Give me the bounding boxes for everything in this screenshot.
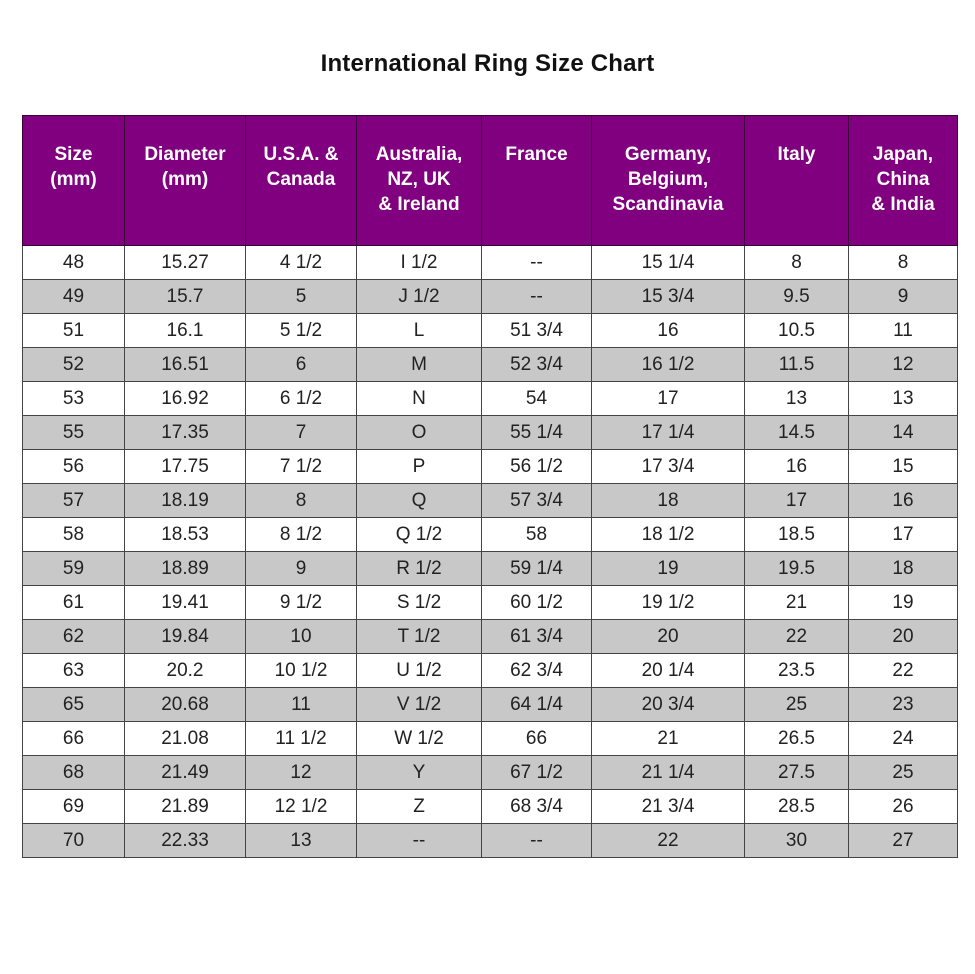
- cell-germany-belgium-scandinavia: 18: [592, 484, 745, 518]
- cell-france: --: [482, 246, 592, 280]
- cell-france: 52 3/4: [482, 348, 592, 382]
- header-diameter-mm: Diameter (mm): [125, 116, 246, 246]
- cell-diameter-mm: 16.92: [125, 382, 246, 416]
- cell-france: 60 1/2: [482, 586, 592, 620]
- cell-japan-china-india: 8: [849, 246, 958, 280]
- cell-australia-nz-uk-ireland: J 1/2: [357, 280, 482, 314]
- cell-germany-belgium-scandinavia: 16 1/2: [592, 348, 745, 382]
- table-row: [23, 348, 958, 382]
- cell-usa-canada: 7: [246, 416, 357, 450]
- cell-size-mm: 48: [23, 246, 125, 280]
- cell-germany-belgium-scandinavia: 19 1/2: [592, 586, 745, 620]
- cell-australia-nz-uk-ireland: L: [357, 314, 482, 348]
- cell-germany-belgium-scandinavia: 16: [592, 314, 745, 348]
- cell-size-mm: 62: [23, 620, 125, 654]
- cell-italy: 17: [745, 484, 849, 518]
- table-row: [23, 756, 958, 790]
- cell-diameter-mm: 18.53: [125, 518, 246, 552]
- cell-australia-nz-uk-ireland: N: [357, 382, 482, 416]
- cell-diameter-mm: 21.89: [125, 790, 246, 824]
- cell-france: --: [482, 824, 592, 858]
- header-australia-nz-uk-ireland: Australia, NZ, UK & Ireland: [357, 116, 482, 246]
- header-usa-canada: U.S.A. & Canada: [246, 116, 357, 246]
- table-row: [23, 484, 958, 518]
- chart-title: International Ring Size Chart: [320, 50, 655, 77]
- table-row: [23, 722, 958, 756]
- table-row: [23, 654, 958, 688]
- cell-australia-nz-uk-ireland: Z: [357, 790, 482, 824]
- cell-france: 54: [482, 382, 592, 416]
- cell-germany-belgium-scandinavia: 21: [592, 722, 745, 756]
- header-row: [23, 116, 958, 246]
- cell-usa-canada: 6: [246, 348, 357, 382]
- cell-germany-belgium-scandinavia: 22: [592, 824, 745, 858]
- cell-diameter-mm: 15.7: [125, 280, 246, 314]
- cell-japan-china-india: 14: [849, 416, 958, 450]
- table-row: [23, 620, 958, 654]
- table-row: [23, 416, 958, 450]
- cell-france: --: [482, 280, 592, 314]
- cell-france: 58: [482, 518, 592, 552]
- cell-australia-nz-uk-ireland: S 1/2: [357, 586, 482, 620]
- cell-italy: 30: [745, 824, 849, 858]
- cell-italy: 19.5: [745, 552, 849, 586]
- cell-japan-china-india: 18: [849, 552, 958, 586]
- cell-australia-nz-uk-ireland: R 1/2: [357, 552, 482, 586]
- cell-france: 61 3/4: [482, 620, 592, 654]
- cell-france: 64 1/4: [482, 688, 592, 722]
- cell-france: 51 3/4: [482, 314, 592, 348]
- cell-australia-nz-uk-ireland: Y: [357, 756, 482, 790]
- cell-italy: 28.5: [745, 790, 849, 824]
- table-row: [23, 518, 958, 552]
- cell-germany-belgium-scandinavia: 21 1/4: [592, 756, 745, 790]
- cell-germany-belgium-scandinavia: 17 1/4: [592, 416, 745, 450]
- cell-size-mm: 56: [23, 450, 125, 484]
- table-row: [23, 280, 958, 314]
- cell-diameter-mm: 16.51: [125, 348, 246, 382]
- header-japan-china-india: Japan, China & India: [849, 116, 958, 246]
- cell-usa-canada: 8 1/2: [246, 518, 357, 552]
- cell-diameter-mm: 19.84: [125, 620, 246, 654]
- table-row: [23, 586, 958, 620]
- cell-size-mm: 69: [23, 790, 125, 824]
- cell-france: 56 1/2: [482, 450, 592, 484]
- cell-japan-china-india: 13: [849, 382, 958, 416]
- cell-usa-canada: 12 1/2: [246, 790, 357, 824]
- header-france: France: [482, 116, 592, 246]
- cell-usa-canada: 9: [246, 552, 357, 586]
- cell-germany-belgium-scandinavia: 15 3/4: [592, 280, 745, 314]
- cell-size-mm: 55: [23, 416, 125, 450]
- table-row: [23, 824, 958, 858]
- cell-size-mm: 53: [23, 382, 125, 416]
- cell-size-mm: 61: [23, 586, 125, 620]
- cell-diameter-mm: 21.08: [125, 722, 246, 756]
- cell-france: 55 1/4: [482, 416, 592, 450]
- cell-france: 67 1/2: [482, 756, 592, 790]
- cell-diameter-mm: 15.27: [125, 246, 246, 280]
- cell-australia-nz-uk-ireland: Q: [357, 484, 482, 518]
- cell-diameter-mm: 20.68: [125, 688, 246, 722]
- cell-germany-belgium-scandinavia: 19: [592, 552, 745, 586]
- cell-italy: 22: [745, 620, 849, 654]
- cell-japan-china-india: 23: [849, 688, 958, 722]
- header-germany-belgium-scandinavia: Germany, Belgium, Scandinavia: [592, 116, 745, 246]
- cell-japan-china-india: 25: [849, 756, 958, 790]
- table-row: [23, 552, 958, 586]
- cell-usa-canada: 5: [246, 280, 357, 314]
- cell-usa-canada: 9 1/2: [246, 586, 357, 620]
- cell-japan-china-india: 16: [849, 484, 958, 518]
- cell-size-mm: 63: [23, 654, 125, 688]
- cell-italy: 16: [745, 450, 849, 484]
- header-size-mm: Size (mm): [23, 116, 125, 246]
- cell-italy: 11.5: [745, 348, 849, 382]
- ring-size-table: [22, 115, 958, 858]
- cell-diameter-mm: 18.89: [125, 552, 246, 586]
- cell-size-mm: 68: [23, 756, 125, 790]
- cell-japan-china-india: 12: [849, 348, 958, 382]
- cell-diameter-mm: 17.35: [125, 416, 246, 450]
- cell-france: 66: [482, 722, 592, 756]
- cell-italy: 9.5: [745, 280, 849, 314]
- cell-usa-canada: 13: [246, 824, 357, 858]
- cell-japan-china-india: 20: [849, 620, 958, 654]
- cell-usa-canada: 6 1/2: [246, 382, 357, 416]
- cell-usa-canada: 10: [246, 620, 357, 654]
- cell-japan-china-india: 9: [849, 280, 958, 314]
- cell-italy: 25: [745, 688, 849, 722]
- cell-usa-canada: 5 1/2: [246, 314, 357, 348]
- cell-australia-nz-uk-ireland: --: [357, 824, 482, 858]
- cell-italy: 10.5: [745, 314, 849, 348]
- cell-australia-nz-uk-ireland: P: [357, 450, 482, 484]
- cell-diameter-mm: 22.33: [125, 824, 246, 858]
- table-row: [23, 450, 958, 484]
- cell-italy: 27.5: [745, 756, 849, 790]
- cell-italy: 8: [745, 246, 849, 280]
- cell-australia-nz-uk-ireland: M: [357, 348, 482, 382]
- cell-france: 68 3/4: [482, 790, 592, 824]
- cell-size-mm: 65: [23, 688, 125, 722]
- cell-italy: 26.5: [745, 722, 849, 756]
- cell-germany-belgium-scandinavia: 20: [592, 620, 745, 654]
- cell-diameter-mm: 17.75: [125, 450, 246, 484]
- cell-size-mm: 52: [23, 348, 125, 382]
- cell-germany-belgium-scandinavia: 20 3/4: [592, 688, 745, 722]
- cell-size-mm: 58: [23, 518, 125, 552]
- cell-germany-belgium-scandinavia: 18 1/2: [592, 518, 745, 552]
- cell-germany-belgium-scandinavia: 21 3/4: [592, 790, 745, 824]
- cell-size-mm: 59: [23, 552, 125, 586]
- cell-france: 59 1/4: [482, 552, 592, 586]
- cell-usa-canada: 12: [246, 756, 357, 790]
- cell-usa-canada: 7 1/2: [246, 450, 357, 484]
- cell-germany-belgium-scandinavia: 20 1/4: [592, 654, 745, 688]
- cell-australia-nz-uk-ireland: W 1/2: [357, 722, 482, 756]
- cell-australia-nz-uk-ireland: T 1/2: [357, 620, 482, 654]
- cell-usa-canada: 11 1/2: [246, 722, 357, 756]
- cell-france: 57 3/4: [482, 484, 592, 518]
- cell-germany-belgium-scandinavia: 15 1/4: [592, 246, 745, 280]
- cell-japan-china-india: 15: [849, 450, 958, 484]
- cell-size-mm: 70: [23, 824, 125, 858]
- cell-japan-china-india: 24: [849, 722, 958, 756]
- cell-japan-china-india: 11: [849, 314, 958, 348]
- table-row: [23, 246, 958, 280]
- cell-japan-china-india: 26: [849, 790, 958, 824]
- cell-japan-china-india: 19: [849, 586, 958, 620]
- cell-australia-nz-uk-ireland: U 1/2: [357, 654, 482, 688]
- header-italy: Italy: [745, 116, 849, 246]
- cell-australia-nz-uk-ireland: Q 1/2: [357, 518, 482, 552]
- cell-australia-nz-uk-ireland: I 1/2: [357, 246, 482, 280]
- cell-size-mm: 57: [23, 484, 125, 518]
- cell-italy: 21: [745, 586, 849, 620]
- table-row: [23, 688, 958, 722]
- cell-italy: 23.5: [745, 654, 849, 688]
- cell-germany-belgium-scandinavia: 17 3/4: [592, 450, 745, 484]
- cell-diameter-mm: 19.41: [125, 586, 246, 620]
- cell-italy: 13: [745, 382, 849, 416]
- cell-size-mm: 51: [23, 314, 125, 348]
- cell-japan-china-india: 17: [849, 518, 958, 552]
- cell-usa-canada: 10 1/2: [246, 654, 357, 688]
- cell-france: 62 3/4: [482, 654, 592, 688]
- cell-germany-belgium-scandinavia: 17: [592, 382, 745, 416]
- cell-australia-nz-uk-ireland: V 1/2: [357, 688, 482, 722]
- table-row: [23, 382, 958, 416]
- cell-italy: 14.5: [745, 416, 849, 450]
- cell-size-mm: 49: [23, 280, 125, 314]
- cell-usa-canada: 11: [246, 688, 357, 722]
- cell-diameter-mm: 20.2: [125, 654, 246, 688]
- cell-usa-canada: 8: [246, 484, 357, 518]
- cell-italy: 18.5: [745, 518, 849, 552]
- cell-japan-china-india: 22: [849, 654, 958, 688]
- cell-diameter-mm: 16.1: [125, 314, 246, 348]
- cell-japan-china-india: 27: [849, 824, 958, 858]
- cell-size-mm: 66: [23, 722, 125, 756]
- table-row: [23, 314, 958, 348]
- cell-diameter-mm: 18.19: [125, 484, 246, 518]
- cell-australia-nz-uk-ireland: O: [357, 416, 482, 450]
- cell-usa-canada: 4 1/2: [246, 246, 357, 280]
- cell-diameter-mm: 21.49: [125, 756, 246, 790]
- table-row: [23, 790, 958, 824]
- table-body: [23, 246, 958, 858]
